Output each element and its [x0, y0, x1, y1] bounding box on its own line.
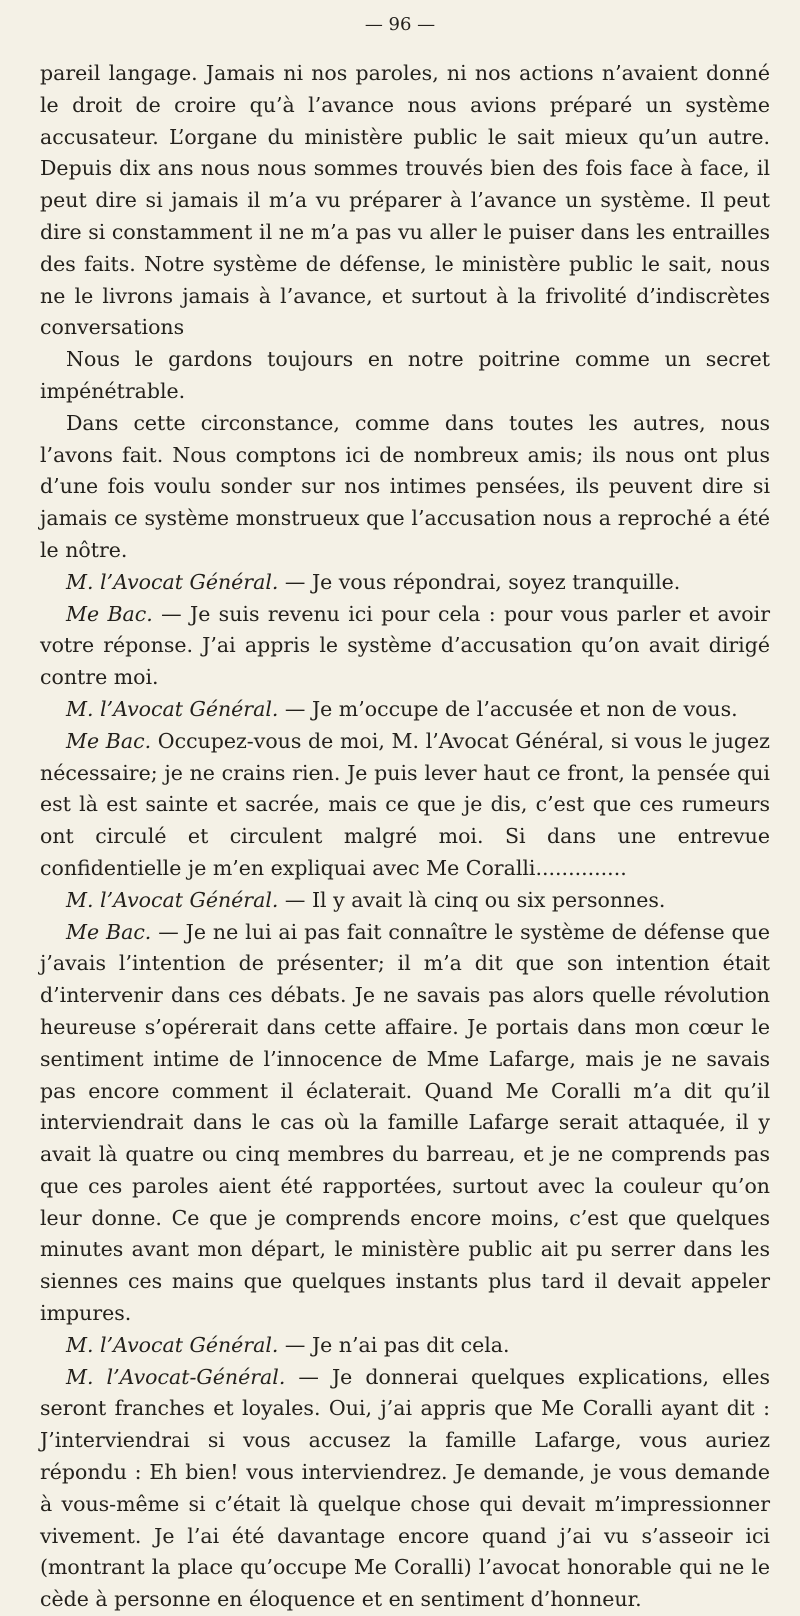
speaker-label: Me Bac. [66, 728, 152, 753]
dialogue-text: — Je donnerai quelques explications, elles seront franches et loyales. Oui, j’ai appris que Me Coralli ayant dit : J’interviendrai si vous accusez la famille Lafarge, vous auriez répondu : Eh bien! vous interviendrez. Je demande, je vous demande à vous-même si c’était là quelque chose qui devait m’impressionner vivement. Je l’ai été davantage encore quand j’ai vu s’asseoir ici (montrant la place qu’occupe Me Coralli) l’avocat honorable qui ne le cède à personne en éloquence et en sentiment d’honneur. [40, 1364, 770, 1612]
dialogue-text: — Je m’occupe de l’accusée et non de vous. [284, 696, 738, 721]
dialogue-text: — Je n’ai pas dit cela. [284, 1332, 510, 1357]
dialogue-6 [40, 917, 770, 1330]
dialogue-text: Occupez-vous de moi, M. l’Avocat Général, si vous le jugez nécessaire; je ne crains rien. Je puis lever haut ce front, la pensée qui est là est sainte et sacrée, mais ce que je dis, c’est que ces rumeurs ont circulé et circulent malgré moi. Si dans une entrevue confidentielle je m’en expliquai avec Me Coralli.............. [40, 728, 770, 880]
dialogue-2 [40, 599, 770, 694]
paragraph-3: Dans cette circonstance, comme dans toutes les autres, nous l’avons fait. Nous comptons ici de nombreux amis; ils nous ont plus d’une fois voulu sonder sur nos intimes pensées, ils peuvent dire si jamais ce système monstrueux que l’accusation nous a reproché a été le nôtre. [40, 410, 770, 562]
document-body [40, 58, 770, 1616]
page-number: — 96 — [364, 14, 436, 35]
speaker-label: M. l’Avocat Général. [66, 1332, 279, 1357]
speaker-label: M. l’Avocat Général. [66, 696, 279, 721]
dialogue-8 [40, 1362, 770, 1616]
dialogue-5 [40, 885, 770, 917]
dialogue-text: — Il y avait là cinq ou six personnes. [284, 887, 666, 912]
speaker-label: Me Bac. [66, 601, 153, 626]
dialogue-3 [40, 694, 770, 726]
speaker-label: M. l’Avocat Général. [66, 569, 279, 594]
speaker-label: M. l’Avocat-Général. [66, 1364, 286, 1389]
dialogue-4 [40, 726, 770, 885]
dialogue-text: — Je vous répondrai, soyez tranquille. [284, 569, 681, 594]
paragraph-2: Nous le gardons toujours en notre poitrine comme un secret impénétrable. [40, 347, 770, 403]
paragraph-1: pareil langage. Jamais ni nos paroles, ni nos actions n’avaient donné le droit de croire qu’à l’avance nous avions préparé un système accusateur. L’organe du ministère public le sait mieux qu’un autre. Depuis dix ans nous nous sommes trouvés bien des fois face à face, il peut dire si jamais il m’a vu préparer à l’avance un système. Il peut dire si constamment il ne m’a pas vu aller le puiser dans les entrailles des faits. Notre système de défense, le ministère public le sait, nous ne le livrons jamais à l’avance, et surtout à la frivolité d’indiscrètes conversations [40, 61, 770, 340]
dialogue-text: — Je suis revenu ici pour cela : pour vous parler et avoir votre réponse. J’ai appris le système d’accusation qu’on avait dirigé contre moi. [40, 601, 770, 690]
dialogue-1 [40, 567, 770, 599]
speaker-label: M. l’Avocat Général. [66, 887, 279, 912]
speaker-label: Me Bac. [66, 919, 152, 944]
dialogue-7 [40, 1330, 770, 1362]
dialogue-text: — Je ne lui ai pas fait connaître le système de défense que j’avais l’intention de présenter; il m’a dit que son intention était d’intervenir dans ces débats. Je ne savais pas alors quelle révolution heureuse s’opérerait dans cette affaire. Je portais dans mon cœur le sentiment intime de l’innocence de Mme Lafarge, mais je ne savais pas encore comment il éclaterait. Quand Me Coralli m’a dit qu’il interviendrait dans le cas où la famille Lafarge serait attaquée, il y avait là quatre ou cinq membres du barreau, et je ne comprends pas que ces paroles aient été rapportées, surtout avec la couleur qu’on leur donne. Ce que je comprends encore moins, c’est que quelques minutes avant mon départ, le ministère public ait pu serrer dans les siennes ces mains que quelques instants plus tard il devait appeler impures. [40, 919, 770, 1326]
